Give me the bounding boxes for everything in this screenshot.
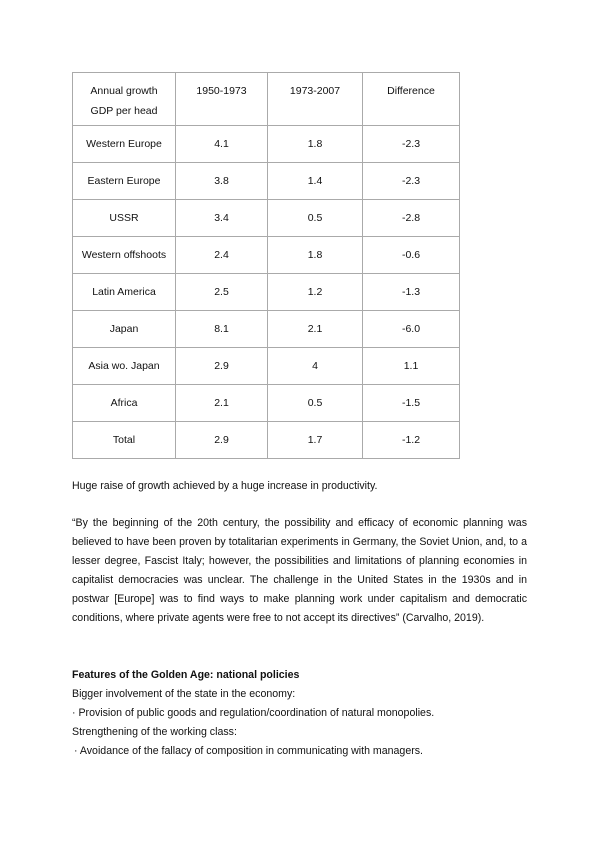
quote-paragraph: “By the beginning of the 20th century, the possibility and efficacy of economic planning was believed to have been proven by totalitarian experiments in Germany, the Soviet Union, and, to a lesser degree, Fascist Italy; however, the possibilities and limitations of planning economies in capitalist democracies was unclear. The challenge in the United States in the 1930s and in postwar [Europe] was to find ways to make planning work under capitalism and democratic conditions, where private agents were free to not accept its directives” (Carvalho, 2019). (72, 517, 527, 624)
header-region-line2: GDP per head (90, 105, 158, 117)
cell-1950-1973: 3.4 (176, 200, 268, 237)
cell-region: Western Europe (73, 126, 176, 163)
cell-region: Asia wo. Japan (73, 348, 176, 385)
header-1973-2007: 1973-2007 (268, 73, 363, 126)
table-row (73, 200, 460, 237)
table-row (73, 385, 460, 422)
cell-difference: 1.1 (363, 348, 460, 385)
features-line-fallacy: · Avoidance of the fallacy of composition in communicating with managers. (74, 745, 423, 757)
cell-1973-2007: 1.4 (268, 163, 363, 200)
features-heading: Features of the Golden Age: national policies (72, 669, 300, 681)
cell-1973-2007: 0.5 (268, 385, 363, 422)
cell-1950-1973: 2.4 (176, 237, 268, 274)
header-region-line1: Annual growth (90, 85, 158, 97)
cell-difference: -2.3 (363, 126, 460, 163)
header-difference: Difference (363, 73, 460, 126)
features-line-public-goods: · Provision of public goods and regulation/coordination of natural monopolies. (72, 707, 435, 719)
features-line-state: Bigger involvement of the state in the economy: (72, 688, 296, 700)
cell-1973-2007: 1.7 (268, 422, 363, 459)
cell-1950-1973: 2.1 (176, 385, 268, 422)
cell-difference: -1.5 (363, 385, 460, 422)
cell-1973-2007: 4 (268, 348, 363, 385)
cell-1950-1973: 4.1 (176, 126, 268, 163)
cell-1950-1973: 3.8 (176, 163, 268, 200)
header-region (73, 73, 176, 126)
table-row (73, 126, 460, 163)
cell-1950-1973: 2.9 (176, 422, 268, 459)
growth-table (72, 72, 460, 459)
cell-1950-1973: 8.1 (176, 311, 268, 348)
cell-region: Africa (73, 385, 176, 422)
table-row (73, 422, 460, 459)
table-row (73, 274, 460, 311)
cell-difference: -2.8 (363, 200, 460, 237)
cell-1950-1973: 2.9 (176, 348, 268, 385)
cell-region: USSR (73, 200, 176, 237)
intro-paragraph: Huge raise of growth achieved by a huge increase in productivity. (72, 480, 378, 492)
cell-difference: -1.2 (363, 422, 460, 459)
cell-difference: -2.3 (363, 163, 460, 200)
cell-1973-2007: 2.1 (268, 311, 363, 348)
cell-region: Total (73, 422, 176, 459)
growth-table-container (72, 72, 459, 459)
cell-1973-2007: 1.8 (268, 126, 363, 163)
cell-region: Western offshoots (73, 237, 176, 274)
table-row (73, 163, 460, 200)
table-row (73, 348, 460, 385)
cell-region: Japan (73, 311, 176, 348)
cell-difference: -0.6 (363, 237, 460, 274)
cell-region: Latin America (73, 274, 176, 311)
features-section (72, 666, 527, 761)
cell-region: Eastern Europe (73, 163, 176, 200)
cell-difference: -1.3 (363, 274, 460, 311)
cell-1973-2007: 1.2 (268, 274, 363, 311)
cell-1973-2007: 1.8 (268, 237, 363, 274)
cell-difference: -6.0 (363, 311, 460, 348)
cell-1950-1973: 2.5 (176, 274, 268, 311)
cell-1973-2007: 0.5 (268, 200, 363, 237)
table-row (73, 237, 460, 274)
features-line-working-class: Strengthening of the working class: (72, 726, 237, 738)
table-row (73, 311, 460, 348)
header-1950-1973: 1950-1973 (176, 73, 268, 126)
table-header-row (73, 73, 460, 126)
